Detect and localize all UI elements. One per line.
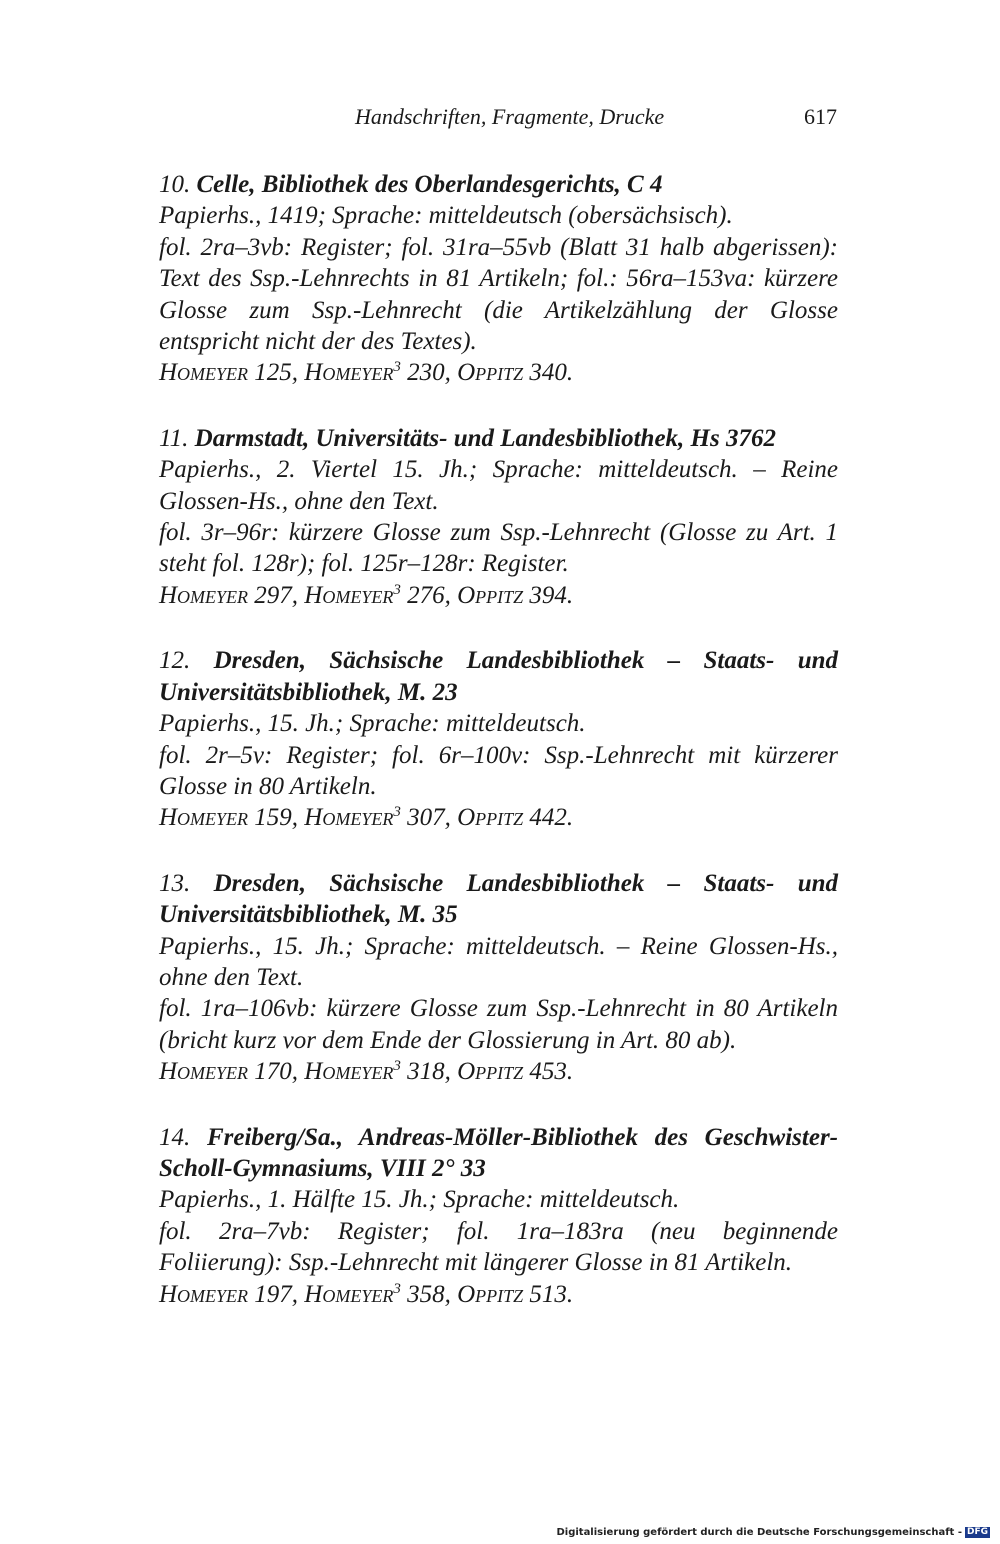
dfg-logo-icon: DFG — [966, 1527, 988, 1537]
entry-references: Homeyer 125, Homeyer$^3$ 230, Oppitz 340. — [159, 359, 574, 387]
entry-line: Papierhs., 15. Jh.; Sprache: mitteldeutsch. – Reine Glossen-Hs., ohne den Text. — [159, 932, 838, 991]
entry-title: Celle, Bibliothek des Oberlandesgerichts, C 4 — [196, 171, 663, 198]
running-head — [160, 104, 837, 138]
entry-line: fol. 2ra–3vb: Register; fol. 31ra–55vb (Blatt 31 halb abgerissen): Text des Ssp.-Lehnrechts in 81 Artikeln; fol.: 56ra–153va: kürzere Glosse zum Ssp.-Lehnrecht (die Artikelzählung der Glosse entspricht nicht der des Textes). — [159, 233, 838, 356]
entry-title: Dresden, Sächsische Landesbibliothek – Staats- und Universitätsbibliothek, M. 35 — [159, 869, 839, 929]
ref-homeyer3: 230 — [407, 359, 445, 387]
ref-superscript: 3 — [393, 359, 401, 376]
ref-superscript: 3 — [393, 804, 401, 821]
entry-line: fol. 1ra–106vb: kürzere Glosse zum Ssp.-Lehnrecht in 80 Artikeln (bricht kurz vor dem Ende der Glossierung in Art. 80 ab). — [159, 995, 838, 1054]
ref-label-oppitz: Oppitz — [457, 1058, 524, 1086]
ref-label-homeyer3: Homeyer — [304, 1280, 394, 1308]
ref-label-homeyer: Homeyer — [159, 1058, 249, 1086]
running-head-title: Handschriften, Fragmente, Drucke — [355, 104, 665, 129]
ref-label-homeyer: Homeyer — [159, 581, 249, 609]
entry-line: Papierhs., 1419; Sprache: mitteldeutsch (obersächsisch). — [159, 202, 733, 230]
ref-label-homeyer3: Homeyer — [304, 804, 394, 832]
ref-superscript: 3 — [393, 1058, 401, 1075]
entry-number: 12. — [159, 647, 191, 675]
funding-footer — [556, 1527, 990, 1538]
page-number: 617 — [804, 104, 837, 129]
entry-heading — [159, 645, 838, 708]
ref-homeyer3: 307 — [407, 804, 445, 832]
entry-line: Papierhs., 2. Viertel 15. Jh.; Sprache: mitteldeutsch. – Reine Glossen-Hs., ohne den Text. — [159, 456, 838, 515]
entry-title: Freiberg/Sa., Andreas-Möller-Bibliothek des Geschwister-Scholl-Gymnasiums, VIII 2° 33 — [159, 1123, 839, 1182]
entry-references: Homeyer 297, Homeyer$^3$ 276, Oppitz 394. — [159, 581, 574, 609]
entry-line: fol. 2r–5v: Register; fol. 6r–100v: Ssp.-Lehnrecht mit kürzerer Glosse in 80 Artikeln. — [159, 741, 838, 800]
manuscript-entry-11 — [159, 423, 838, 611]
entry-line: Papierhs., 15. Jh.; Sprache: mitteldeutsch. — [159, 710, 586, 738]
ref-homeyer3: 276 — [407, 581, 445, 609]
entry-heading — [159, 169, 838, 200]
entry-heading — [159, 868, 838, 931]
ref-label-homeyer3: Homeyer — [304, 1058, 394, 1086]
ref-label-homeyer3: Homeyer — [304, 581, 394, 609]
ref-superscript: 3 — [393, 581, 401, 598]
ref-label-oppitz: Oppitz — [457, 359, 524, 387]
entry-heading — [159, 1122, 838, 1185]
entry-line: Papierhs., 1. Hälfte 15. Jh.; Sprache: mitteldeutsch. — [159, 1186, 680, 1214]
manuscript-entry-10 — [159, 169, 838, 389]
ref-label-homeyer: Homeyer — [159, 804, 249, 832]
ref-label-homeyer: Homeyer — [159, 359, 249, 387]
manuscript-entry-12 — [159, 645, 838, 833]
entry-number: 11. — [159, 424, 189, 452]
entry-number: 14. — [159, 1123, 191, 1151]
ref-homeyer: 170 — [254, 1058, 292, 1086]
ref-oppitz: 340 — [529, 359, 567, 387]
ref-oppitz: 442 — [529, 804, 567, 832]
entry-number: 13. — [159, 869, 191, 897]
ref-label-oppitz: Oppitz — [457, 1280, 524, 1308]
ref-label-homeyer: Homeyer — [159, 1280, 249, 1308]
entry-title: Darmstadt, Universitäts- und Landesbibliothek, Hs 3762 — [194, 424, 776, 452]
manuscript-entry-14 — [159, 1122, 838, 1310]
ref-homeyer: 297 — [254, 581, 292, 609]
ref-label-oppitz: Oppitz — [457, 804, 524, 832]
ref-oppitz: 394 — [529, 581, 567, 609]
main-text — [159, 169, 838, 1344]
entry-title: Dresden, Sächsische Landesbibliothek – Staats- und Universitätsbibliothek, M. 23 — [159, 647, 839, 706]
entry-line: fol. 3r–96r: kürzere Glosse zum Ssp.-Lehnrecht (Glosse zu Art. 1 steht fol. 128r); fol. 125r–128r: Register. — [159, 519, 838, 578]
funding-note: Digitalisierung gefördert durch die Deutsche Forschungsgemeinschaft - — [556, 1527, 962, 1538]
entry-references: Homeyer 170, Homeyer$^3$ 318, Oppitz 453. — [159, 1058, 574, 1086]
ref-superscript: 3 — [393, 1280, 401, 1297]
entry-number: 10. — [159, 171, 191, 198]
entry-line: fol. 2ra–7vb: Register; fol. 1ra–183ra (neu beginnende Foliierung): Ssp.-Lehnrecht mit längerer Glosse in 81 Artikeln. — [159, 1217, 838, 1277]
ref-homeyer3: 318 — [407, 1058, 445, 1086]
entry-references: Homeyer 197, Homeyer$^3$ 358, Oppitz 513. — [159, 1280, 574, 1308]
ref-oppitz: 513 — [529, 1280, 567, 1308]
ref-homeyer: 159 — [254, 804, 292, 832]
entry-heading — [159, 423, 838, 454]
ref-homeyer: 197 — [254, 1280, 292, 1308]
entry-references: Homeyer 159, Homeyer$^3$ 307, Oppitz 442. — [159, 804, 574, 832]
ref-homeyer3: 358 — [407, 1280, 445, 1308]
ref-label-homeyer3: Homeyer — [304, 359, 394, 387]
ref-oppitz: 453 — [529, 1058, 567, 1086]
manuscript-entry-13 — [159, 868, 838, 1088]
ref-homeyer: 125 — [254, 359, 292, 387]
ref-label-oppitz: Oppitz — [457, 581, 524, 609]
